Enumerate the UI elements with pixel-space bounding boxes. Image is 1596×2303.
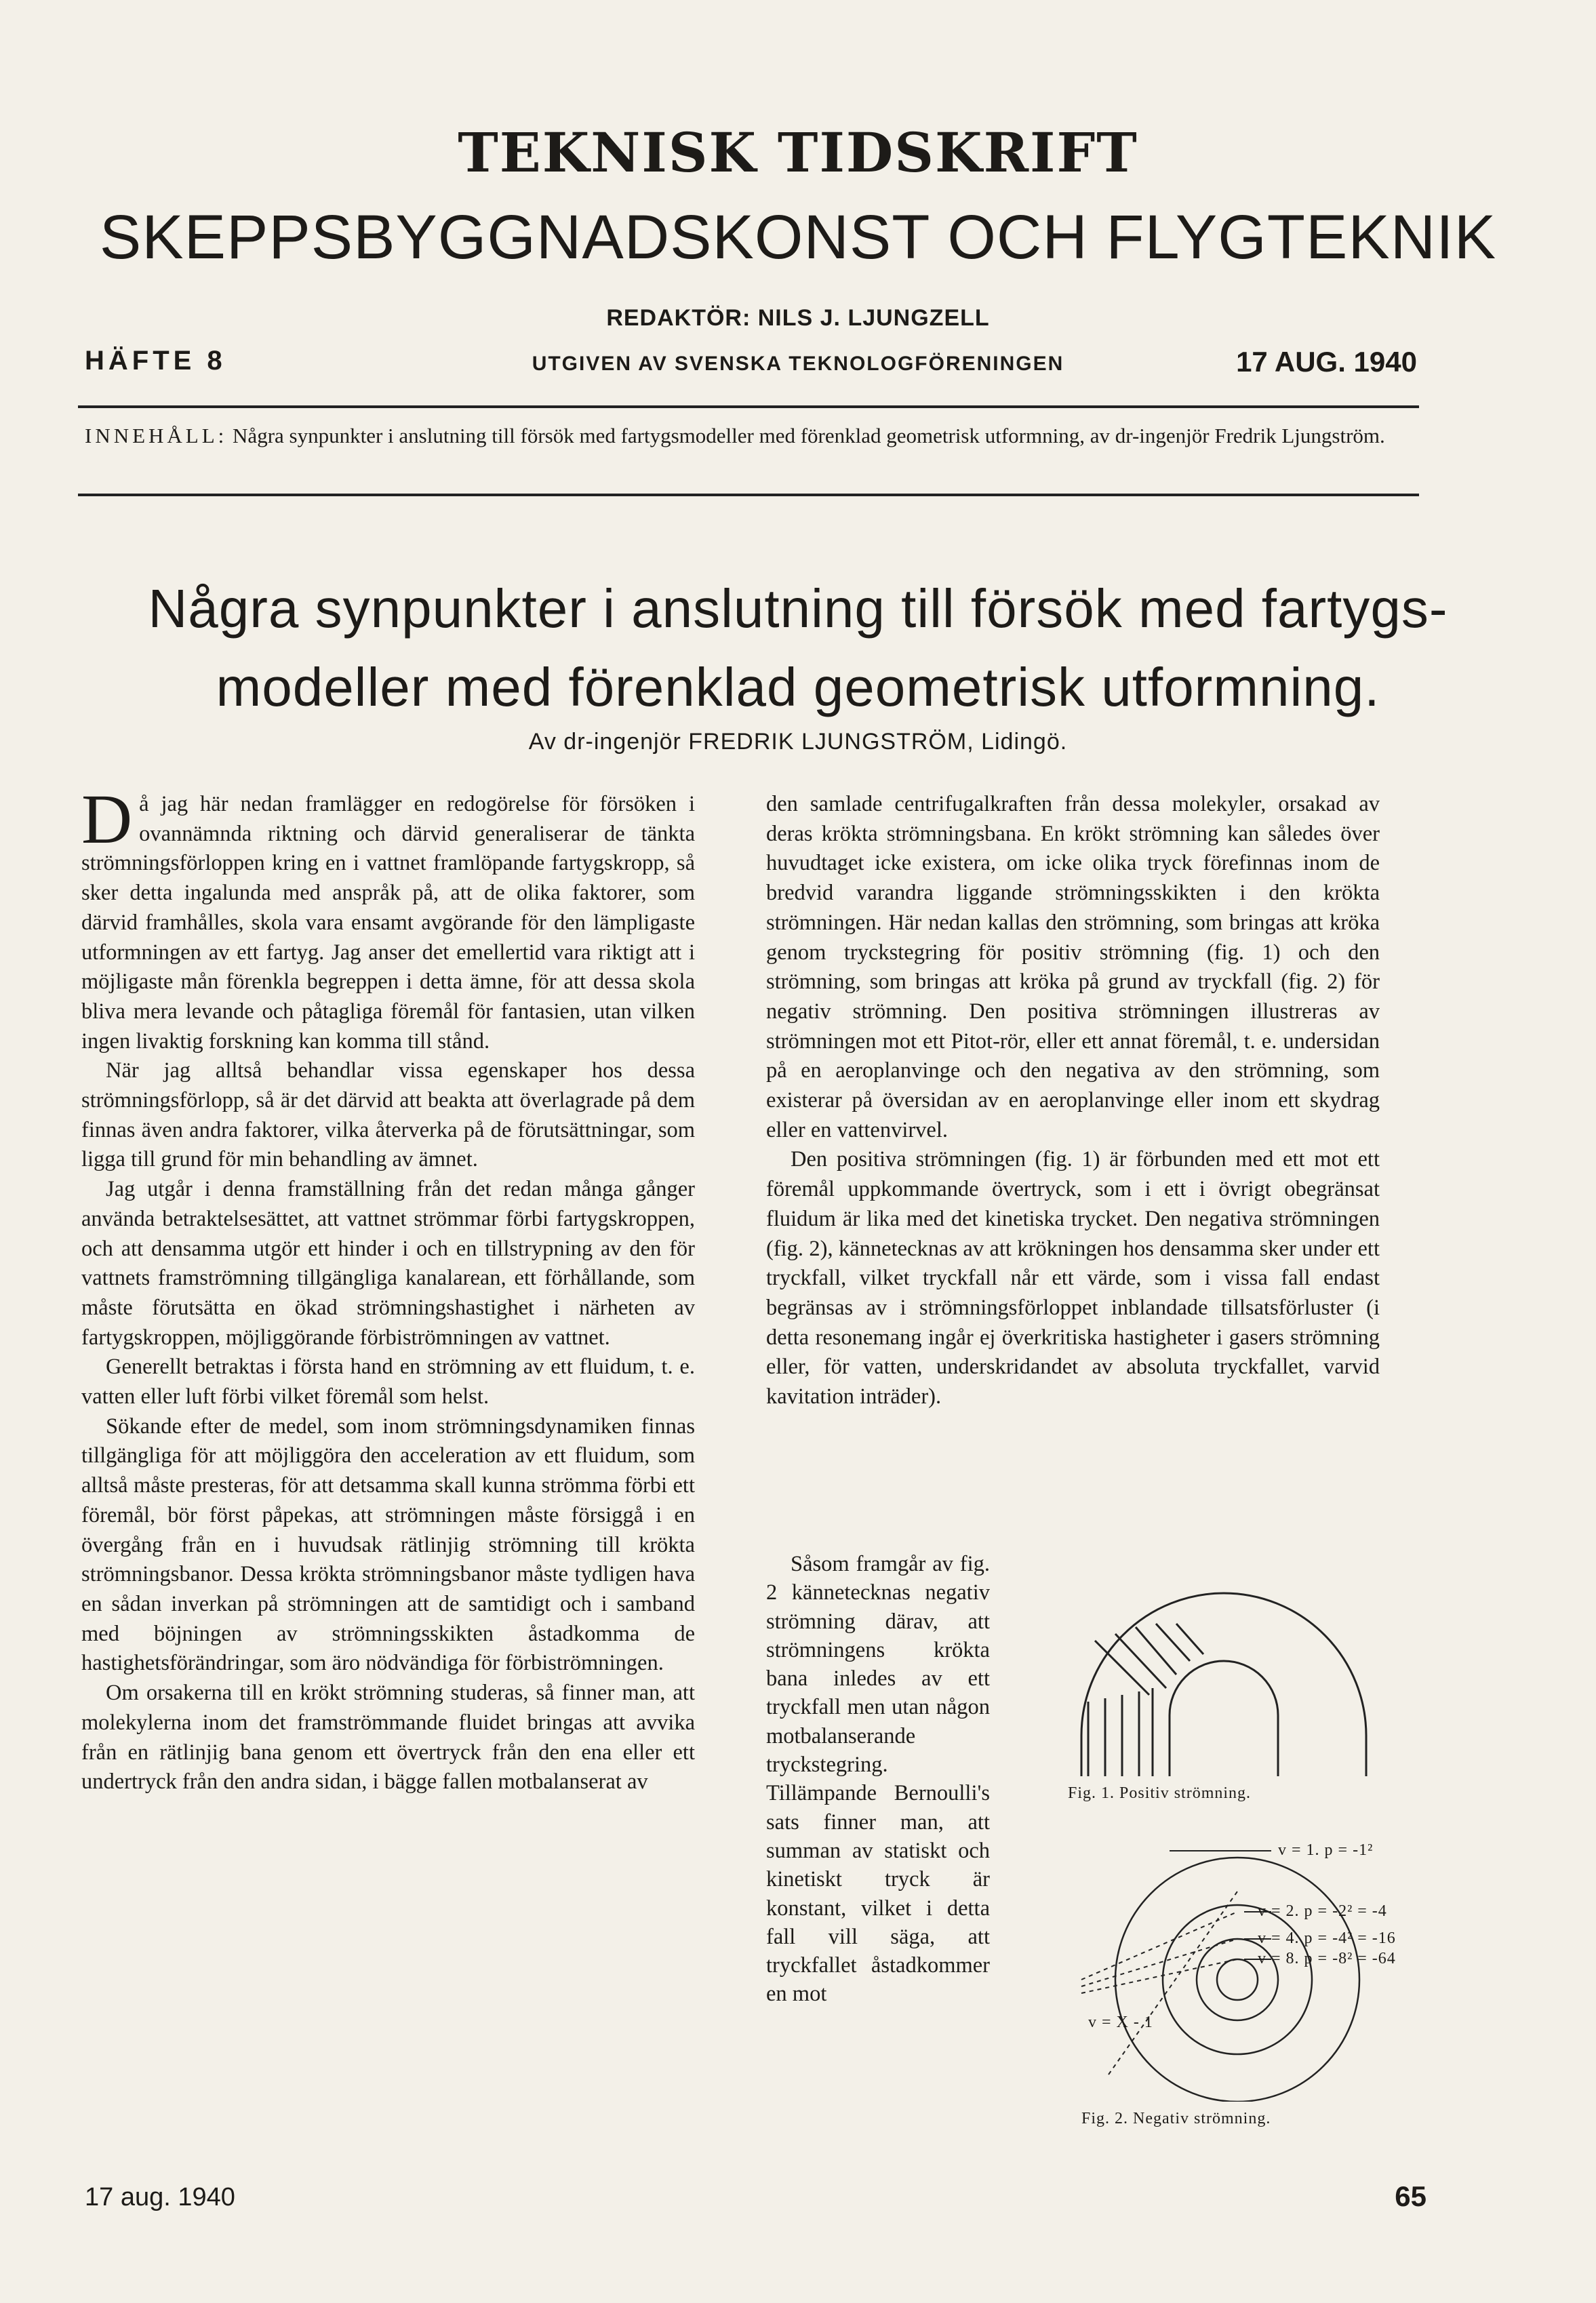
publisher-line: UTGIVEN AV SVENSKA TEKNOLOGFÖRENINGEN [532, 353, 1064, 375]
contents-label: INNEHÅLL: [85, 424, 228, 447]
byline: Av dr-ingenjör FREDRIK LJUNGSTRÖM, Lidingö. [528, 729, 1068, 755]
issue-number: HÄFTE 8 [85, 346, 226, 376]
paragraph-text: å jag här nedan framlägger en redogörelse för försöken i ovannämnda riktning och därvid generaliserar de tänkta strömningsförloppen kring en i vattnet framlöpande fartygskropp, så sker detta ingalunda med anspråk på, att de olika faktorer, som därvid framhålles, skola vara ensamt avgörande för den lämpligaste utformningen av ett fartyg. Jag anser det emellertid vara riktigt att i möjligaste mån förenkla begreppen i detta ämne, för att dessa skola bliva mera levande och påtagliga föremål för fantasien, utan vilken ingen livaktig forskning kan komma till stånd. [81, 792, 695, 1054]
figure-1 [1068, 1580, 1420, 1817]
fig2-label-v1: v = 1. p = -1² [1278, 1841, 1374, 1859]
figure-2 [1068, 1830, 1420, 2142]
footer-date: 17 aug. 1940 [85, 2183, 235, 2211]
top-rule [78, 405, 1419, 408]
page-number: 65 [1395, 2180, 1427, 2212]
positive-flow-diagram [1068, 1580, 1420, 1783]
fig2-label-v8: v = 8. p = -8² = -64 [1258, 1950, 1396, 1967]
figure-1-caption: Fig. 1. Positiv strömning. [1068, 1784, 1252, 1802]
paragraph: När jag alltså behandlar vissa egenskaper hos dessa strömningsförlopp, så är det därvid att beakta att överlagrade på dem finnas även andra faktorer, vilka återverka på de förutsättningar, som ligga till grund för min behandling av ämnet. [81, 1058, 695, 1172]
fig2-label-vx: v = X - 1 [1088, 2014, 1153, 2031]
article-title [68, 569, 1528, 727]
issue-date: 17 AUG. 1940 [1236, 346, 1417, 378]
paragraph: Om orsakerna till en krökt strömning studeras, så finner man, att molekylerna inom det framströmmande fluidet bringas att avvika från en rätlinjig bana genom ett övertryck från den ena eller ett undertryck från den andra sidan, i bägge fallen motbalanserat av [81, 1681, 695, 1795]
drop-cap: D [81, 780, 133, 858]
table-of-contents [85, 420, 1414, 451]
contents-text: Några synpunkter i anslutning till försök med fartygsmodeller med förenklad geometrisk utformning, av dr-ingenjör Fredrik Ljungström. [233, 424, 1385, 447]
section-title: SKEPPSBYGGNADSKONST OCH FLYGTEKNIK [99, 203, 1497, 272]
paragraph: Generellt betraktas i första hand en strömning av ett fluidum, t. e. vatten eller luft förbi vilket föremål som helst. [81, 1355, 695, 1409]
paragraph: den samlade centrifugalkraften från dessa molekyler, orsakad av deras krökta strömningsbana. En krökt strömning kan således över huvudtaget icke existera, om icke olika tryck förefinnas inom de bredvid varandra liggande strömningsskikten i den krökta strömningen. Här nedan kallas den strömning, som bringas att kröka genom tryckstegring för positiv strömning (fig. 1) och den strömning, som bringas att kröka på grund av tryckfall (fig. 2) för negativ strömning. Den positiva strömningen illustreras av strömningen mot ett Pitot-rör, eller ett annat föremål, t. e. undersidan på en aeroplanvinge och den negativa av den strömning, som existerar på översidan av en aeroplanvinge eller inom ett skydrag eller en vattenvirvel. [766, 792, 1380, 1142]
article-title-line: modeller med förenklad geometrisk utformning. [216, 657, 1380, 717]
right-column [766, 790, 1380, 1412]
journal-title: TEKNISK TIDSKRIFT [458, 121, 1138, 184]
figure-2-caption: Fig. 2. Negativ strömning. [1081, 2110, 1271, 2127]
fig2-label-v4: v = 4. p = -4² = -16 [1258, 1929, 1396, 1947]
editor-line: REDAKTÖR: NILS J. LJUNGZELL [606, 305, 990, 331]
paragraph: Den positiva strömningen (fig. 1) är förbunden med ett mot ett föremål uppkommande övertryck, som i ett i övrigt obegränsat fluidum är lika med det kinetiska trycket. Den negativa strömningen (fig. 2), kännetecknas av att krökningen hos densamma sker under ett tryckfall, vilket tryckfall når ett värde, som i vissa fall endast begränsas av i strömningsförloppet inblandade tillsatsförluster (i detta resonemang ingår ej överkritiska hastigheter i gasers strömning eller, för vatten, underskridandet av absoluta tryckfallet, varvid kavitation inträder). [766, 1147, 1380, 1409]
fig2-label-v2: v = 2. p = -2² = -4 [1258, 1902, 1387, 1920]
paragraph: Jag utgår i denna framställning från det redan många gånger använda betraktelsesättet, att vattnet strömmar förbi fartygskroppen, och att densamma utgör ett hinder i och en tillstrypning av den för vattnets framströmning tillgängliga kanalarean, ett förhållande, som måste förutsätta en ökad strömningshastighet i närheten av fartygskroppen, möjliggörande förbiströmningen av vattnet. [81, 1177, 695, 1350]
article-title-line: Några synpunkter i anslutning till försök med fartygs- [148, 578, 1448, 639]
paragraph: Sökande efter de medel, som inom strömningsdynamiken finnas tillgängliga för att möjliggöra den acceleration av ett fluidum, som alltså måste presteras, för att detsamma skall kunna strömma förbi ett föremål, bör först påpekas, att strömningen måste försiggå i en övergång från en i huvudsak rätlinjig strömning till krökta strömningsbanor. Dessa krökta strömningsbanor måste tydligen hava en sådan inverkan på strömningen att de samtidigt och i samband med böjningen av strömningsskikten åstadkomma de hastighetsförändringar, som äro nödvändiga för förbiströmningen. [81, 1414, 695, 1676]
left-column [81, 780, 695, 1797]
narrow-column [766, 1550, 990, 2009]
paragraph: Såsom framgår av fig. 2 kännetecknas negativ strömning därav, att strömningens krökta bana inledes av ett tryckfall men utan någon motbalanserande tryckstegring. Tillämpande Bernoulli's sats finner man, att summan av statiskt och kinetiskt tryck är konstant, vilket i detta fall vill säga, att tryckfallet åstadkommer en mot [766, 1552, 990, 2007]
bottom-rule [78, 494, 1419, 496]
paragraph [81, 780, 695, 1056]
